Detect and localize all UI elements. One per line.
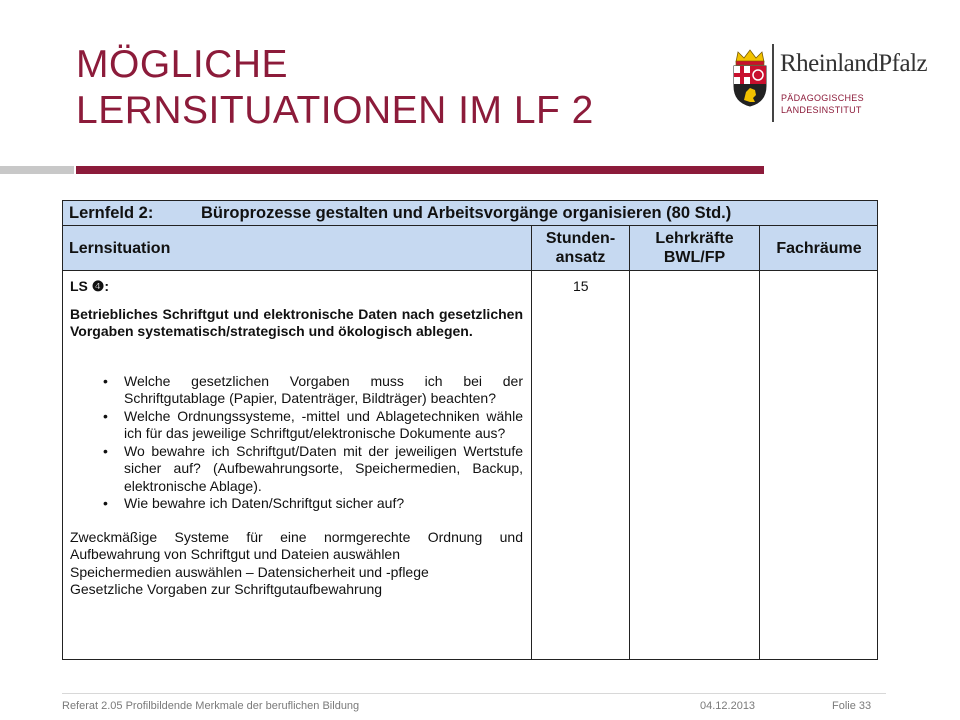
stundenansatz-value: 15 [573, 278, 589, 294]
footer-page-number: Folie 33 [832, 700, 872, 712]
column-header-stundenansatz-line-2: ansatz [555, 249, 606, 266]
logo-subtitle-line-2: LANDESINSTITUT [781, 105, 862, 115]
title-rule-gray [0, 166, 74, 174]
content-note: Speichermedien auswählen – Datensicherheit und -pflege [70, 563, 429, 580]
list-item: • Welche gesetzlichen Vorgaben muss ich bei der Schriftgutablage (Papier, Datenträger, Bildträger) beachten? [70, 373, 523, 408]
lernfeld-table [62, 200, 878, 660]
footer-text: Referat 2.05 Profilbildende Merkmale der beruflichen Bildung [62, 700, 360, 712]
column-header-lernsituation: Lernsituation [69, 239, 171, 257]
logo-subtitle-line-1: PÄDAGOGISCHES [781, 93, 864, 103]
guiding-questions-list [70, 373, 523, 513]
ls-title: Betriebliches Schriftgut und elektronische Daten nach gesetzlichen Vorgaben systematisch/strategisch und ökologisch ablegen. [70, 305, 523, 339]
lernsituation-cell [70, 271, 523, 599]
title-rule-accent [76, 166, 764, 174]
footer-divider [62, 693, 886, 694]
list-item: • Wie bewahre ich Daten/Schriftgut sicher auf? [70, 495, 523, 513]
column-divider [759, 226, 760, 659]
lernfeld-header [63, 201, 877, 226]
column-header-lehrkraefte-line-1: Lehrkräfte [655, 230, 734, 247]
content-notes [70, 529, 523, 599]
column-header-lehrkraefte-line-2: BWL/FP [663, 249, 726, 266]
ls-label: LS ❹: [70, 278, 109, 294]
slide-title-line-1: MÖGLICHE [76, 43, 289, 86]
footer-date: 04.12.2013 [700, 700, 756, 712]
content-note: Gesetzliche Vorgaben zur Schriftgutaufbewahrung [70, 581, 383, 597]
lernfeld-label: Lernfeld 2: [69, 204, 154, 222]
column-header-stundenansatz [532, 226, 629, 270]
slide-title [76, 42, 594, 134]
column-header-fachraeume: Fachräume [776, 239, 862, 257]
column-divider [531, 226, 532, 659]
table-grid [63, 226, 877, 659]
logo-brand-text: RheinlandPfalz [780, 50, 928, 77]
list-item: • Welche Ordnungssysteme, -mittel und Ablagetechniken wähle ich für das jeweilige Schriftgut/elektronische Dokumente aus? [70, 408, 523, 443]
content-note: Zweckmäßige Systeme für eine normgerechte Ordnung und Aufbewahrung von Schriftgut und Dateien auswählen [70, 528, 523, 562]
lernfeld-title: Büroprozesse gestalten und Arbeitsvorgänge organisieren (80 Std.) [201, 204, 732, 222]
list-item: • Wo bewahre ich Schriftgut/Daten mit der jeweiligen Wertstufe sicher auf? (Aufbewahrungsorte, Speichermedien, Backup, elektronische Ablage). [70, 443, 523, 496]
logo-divider [772, 44, 774, 122]
logo-subtitle [781, 92, 864, 116]
column-header-stundenansatz-line-1: Stunden- [545, 230, 616, 247]
slide-title-line-2: LERNSITUATIONEN IM LF 2 [76, 89, 594, 132]
rlp-coat-of-arms-icon [728, 48, 772, 108]
column-divider [629, 226, 630, 659]
column-header-lehrkraefte [630, 226, 759, 270]
